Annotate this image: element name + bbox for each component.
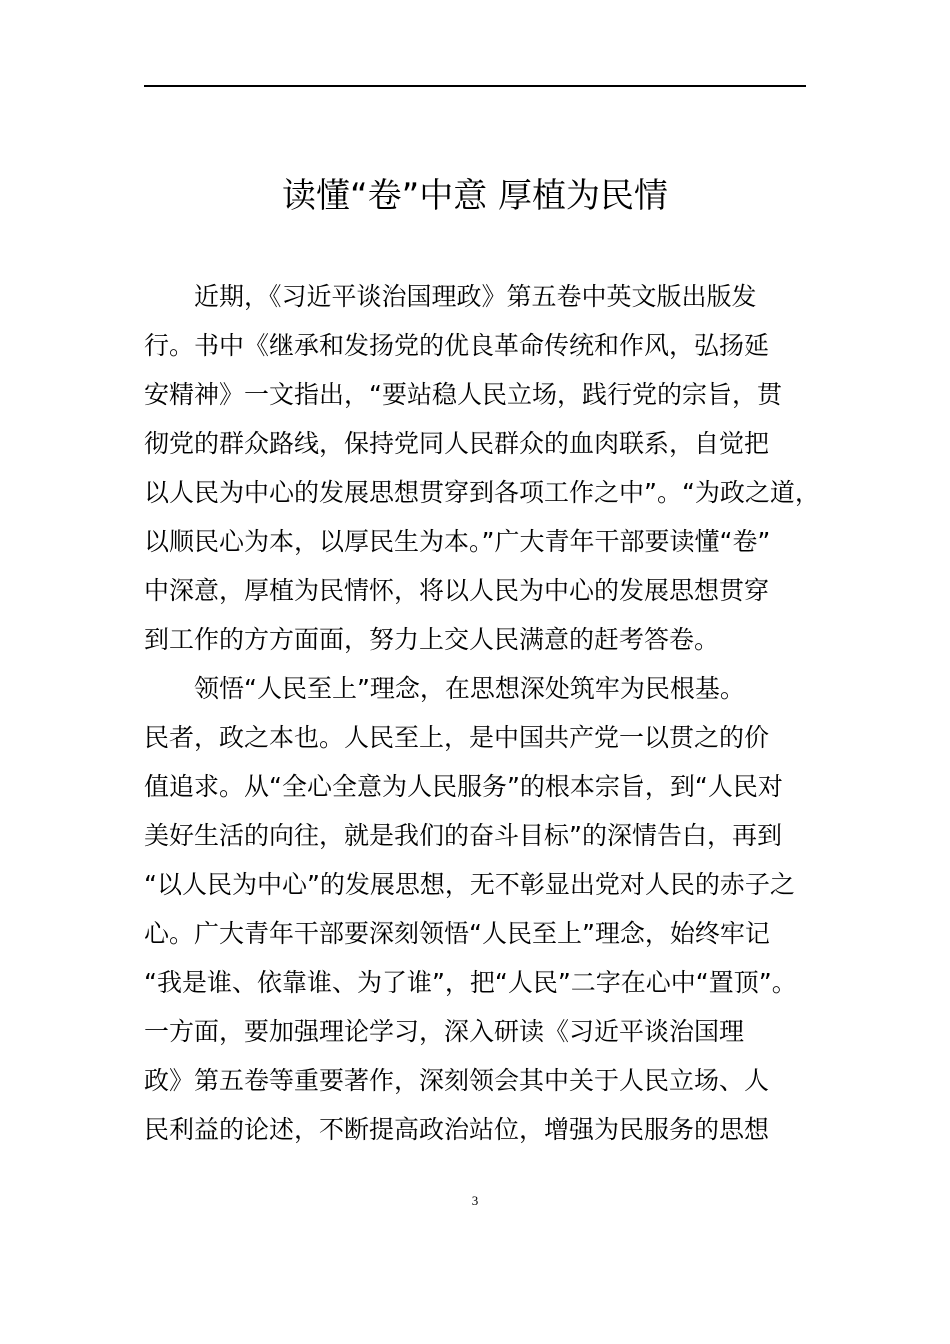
page-number: 3: [471, 1193, 479, 1208]
paragraph-line: 到工作的方方面面，努力上交人民满意的赶考答卷。: [144, 625, 720, 654]
paragraph-line: 以顺民心为本，以厚民生为本。”广大青年干部要读懂“卷”: [144, 527, 771, 556]
paragraph-line: 彻党的群众路线，保持党同人民群众的血肉联系，自觉把: [144, 429, 770, 458]
paragraph-line: 民利益的论述，不断提高政治站位，增强为民服务的思想: [144, 1115, 770, 1144]
page-title: 读懂“卷”中意 厚植为民情: [281, 176, 669, 216]
paragraph-line: 安精神》一文指出，“要站稳人民立场，践行党的宗旨，贯: [144, 380, 782, 409]
paragraph-line: “我是谁、依靠谁、为了谁”，把“人民”二字在心中“置顶”。: [144, 968, 797, 997]
paragraph-line: 一方面，要加强理论学习，深入研读《习近平谈治国理: [144, 1017, 745, 1046]
paragraph-line: 以人民为中心的发展思想贯穿到各项工作之中”。“为政之道，: [144, 478, 820, 507]
paragraph-line: 中深意，厚植为民情怀，将以人民为中心的发展思想贯穿: [144, 576, 770, 605]
paragraph-line: 近期，《习近平谈治国理政》第五卷中英文版出版发: [194, 282, 757, 311]
paragraph-line: 政》第五卷等重要著作，深刻领会其中关于人民立场、人: [144, 1066, 770, 1095]
paragraph-line: 行。书中《继承和发扬党的优良革命传统和作风，弘扬延: [144, 331, 770, 360]
paragraph-line: 民者，政之本也。人民至上，是中国共产党一以贯之的价: [144, 723, 770, 752]
paragraph-line: 心。广大青年干部要深刻领悟“人民至上”理念，始终牢记: [144, 919, 770, 948]
paragraph-line: “以人民为中心”的发展思想，无不彰显出党对人民的赤子之: [144, 870, 795, 899]
article-body: [144, 272, 824, 1154]
header-rule: [144, 85, 806, 87]
paragraph-line: 值追求。从“全心全意为人民服务”的根本宗旨，到“人民对: [144, 772, 783, 801]
section-heading-line: 领悟“人民至上”理念，在思想深处筑牢为民根基。: [194, 674, 745, 703]
paragraph-line: 美好生活的向往，就是我们的奋斗目标”的深情告白，再到: [144, 821, 782, 850]
